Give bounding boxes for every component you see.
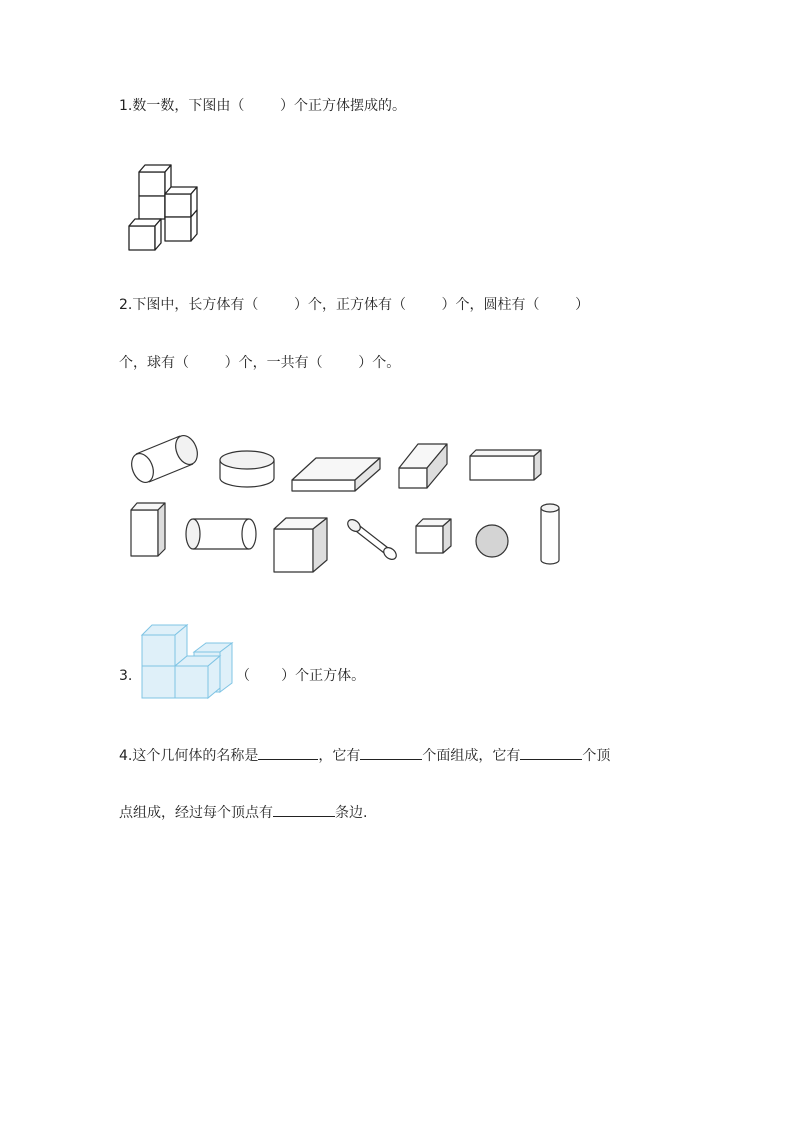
horizontal-cylinder-shape	[186, 519, 256, 549]
question-4-part-2: ，它有	[318, 748, 361, 764]
question-4-part-1: 4.这个几何体的名称是	[119, 748, 259, 764]
small-tilted-cylinder-shape	[345, 517, 398, 562]
small-cube-shape	[416, 519, 451, 553]
question-1-text: 1.数一数，下图由（ ）个正方体摆成的。	[119, 98, 406, 114]
large-cube-shape	[274, 518, 327, 572]
short-cylinder-shape	[220, 451, 274, 487]
question-3-number: 3.	[119, 668, 133, 684]
answer-blank-1[interactable]	[258, 745, 318, 760]
q2-solids-figure	[120, 428, 580, 578]
question-4-part-3: 个面组成，它有	[422, 748, 521, 764]
question-2-line-1: 2.下图中，长方体有（ ）个，正方体有（ ）个，圆柱有（ ）	[119, 297, 590, 313]
small-cuboid-shape	[399, 444, 447, 488]
question-4-part-4: 个顶	[582, 748, 611, 764]
question-4-part-5: 点组成，经过每个顶点有	[119, 805, 273, 821]
question-4-line-1	[119, 745, 610, 766]
tall-cuboid-shape	[131, 503, 165, 556]
sphere-shape	[476, 525, 508, 557]
q1-cube-stack-figure	[125, 160, 220, 255]
answer-blank-3[interactable]	[520, 745, 582, 760]
answer-blank-2[interactable]	[360, 745, 422, 760]
q3-cube-stack-figure	[138, 622, 238, 702]
question-2-line-2: 个，球有（ ）个，一共有（ ）个。	[119, 355, 401, 371]
answer-blank-4[interactable]	[273, 802, 335, 817]
tilted-cylinder-shape	[128, 432, 202, 485]
question-3-text: （ ）个正方体。	[236, 668, 366, 684]
flat-cuboid-shape	[292, 458, 380, 491]
question-4-part-6: 条边.	[335, 805, 368, 821]
question-4-line-2	[119, 802, 367, 823]
vertical-cylinder-shape	[541, 504, 559, 564]
long-cuboid-shape	[470, 450, 541, 480]
